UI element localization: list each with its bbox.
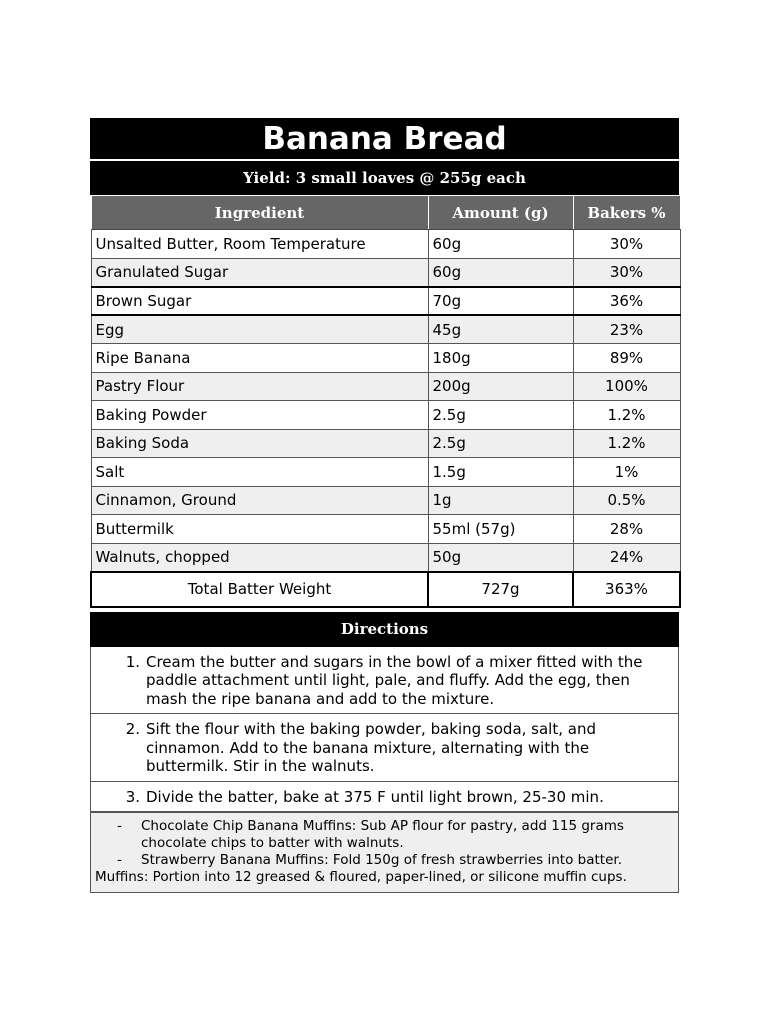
total-label: Total Batter Weight [91, 572, 428, 607]
step-number: 2. [125, 720, 140, 738]
table-row [91, 230, 680, 259]
ingredient-cell: Buttermilk [91, 515, 428, 544]
recipe-title: Banana Bread [90, 118, 679, 159]
amount-cell: 180g [428, 344, 573, 373]
percent-cell: 30% [573, 230, 680, 259]
ingredient-cell: Baking Powder [91, 401, 428, 430]
amount-cell: 200g [428, 372, 573, 401]
table-row [91, 429, 680, 458]
yield-line: Yield: 3 small loaves @ 255g each [90, 159, 679, 195]
note-text: Strawberry Banana Muffins: Fold 150g of fresh strawberries into batter. [141, 852, 622, 868]
ingredient-cell: Granulated Sugar [91, 258, 428, 287]
table-row [91, 401, 680, 430]
note-dash: - [117, 852, 122, 868]
percent-cell: 36% [573, 287, 680, 316]
table-row [91, 486, 680, 515]
direction-step-1 [90, 647, 679, 715]
ingredient-cell: Pastry Flour [91, 372, 428, 401]
table-row [91, 543, 680, 572]
ingredient-cell: Brown Sugar [91, 287, 428, 316]
total-amount: 727g [428, 572, 573, 607]
percent-cell: 1% [573, 458, 680, 487]
column-header-ingredient: Ingredient [91, 196, 428, 230]
directions-heading: Directions [90, 612, 679, 647]
direction-step-3 [90, 782, 679, 813]
percent-cell: 0.5% [573, 486, 680, 515]
ingredient-cell: Ripe Banana [91, 344, 428, 373]
note-item [95, 852, 674, 869]
amount-cell: 60g [428, 230, 573, 259]
ingredients-table [90, 195, 681, 608]
amount-cell: 2.5g [428, 429, 573, 458]
table-row [91, 258, 680, 287]
table-row [91, 315, 680, 344]
ingredient-cell: Cinnamon, Ground [91, 486, 428, 515]
table-row [91, 515, 680, 544]
percent-cell: 23% [573, 315, 680, 344]
direction-step-2 [90, 714, 679, 782]
percent-cell: 100% [573, 372, 680, 401]
percent-cell: 89% [573, 344, 680, 373]
ingredient-cell: Walnuts, chopped [91, 543, 428, 572]
amount-cell: 1g [428, 486, 573, 515]
amount-cell: 1.5g [428, 458, 573, 487]
variation-notes [90, 812, 679, 893]
ingredient-cell: Unsalted Butter, Room Temperature [91, 230, 428, 259]
note-text: Chocolate Chip Banana Muffins: Sub AP flour for pastry, add 115 grams chocolate chips to batter with walnuts. [141, 818, 624, 851]
step-number: 1. [125, 652, 140, 671]
note-item [95, 818, 674, 852]
percent-cell: 28% [573, 515, 680, 544]
table-row [91, 344, 680, 373]
step-text: Cream the butter and sugars in the bowl of a mixer fitted with the paddle attachment until light, pale, and fluffy. Add the egg, then mash the ripe banana and add to the mixture. [146, 652, 643, 708]
note-footer: Muffins: Portion into 12 greased & floured, paper-lined, or silicone muffin cups. [95, 869, 627, 885]
ingredient-cell: Egg [91, 315, 428, 344]
amount-cell: 2.5g [428, 401, 573, 430]
ingredient-cell: Baking Soda [91, 429, 428, 458]
amount-cell: 50g [428, 543, 573, 572]
table-row [91, 372, 680, 401]
table-row [91, 458, 680, 487]
step-text: Divide the batter, bake at 375 F until light brown, 25-30 min. [146, 787, 604, 806]
recipe-sheet [90, 118, 679, 893]
total-row [91, 572, 680, 607]
table-header-row [91, 196, 680, 230]
ingredient-cell: Salt [91, 458, 428, 487]
step-text: Sift the flour with the baking powder, baking soda, salt, and cinnamon. Add to the banana mixture, alternating with the buttermilk. Stir in the walnuts. [146, 720, 596, 775]
percent-cell: 30% [573, 258, 680, 287]
step-number: 3. [125, 787, 140, 806]
percent-cell: 1.2% [573, 401, 680, 430]
note-dash: - [117, 818, 122, 834]
table-row [91, 287, 680, 316]
amount-cell: 55ml (57g) [428, 515, 573, 544]
column-header-amount: Amount (g) [428, 196, 573, 230]
percent-cell: 24% [573, 543, 680, 572]
amount-cell: 70g [428, 287, 573, 316]
column-header-bakers-percent: Bakers % [573, 196, 680, 230]
amount-cell: 60g [428, 258, 573, 287]
percent-cell: 1.2% [573, 429, 680, 458]
total-percent: 363% [573, 572, 680, 607]
amount-cell: 45g [428, 315, 573, 344]
